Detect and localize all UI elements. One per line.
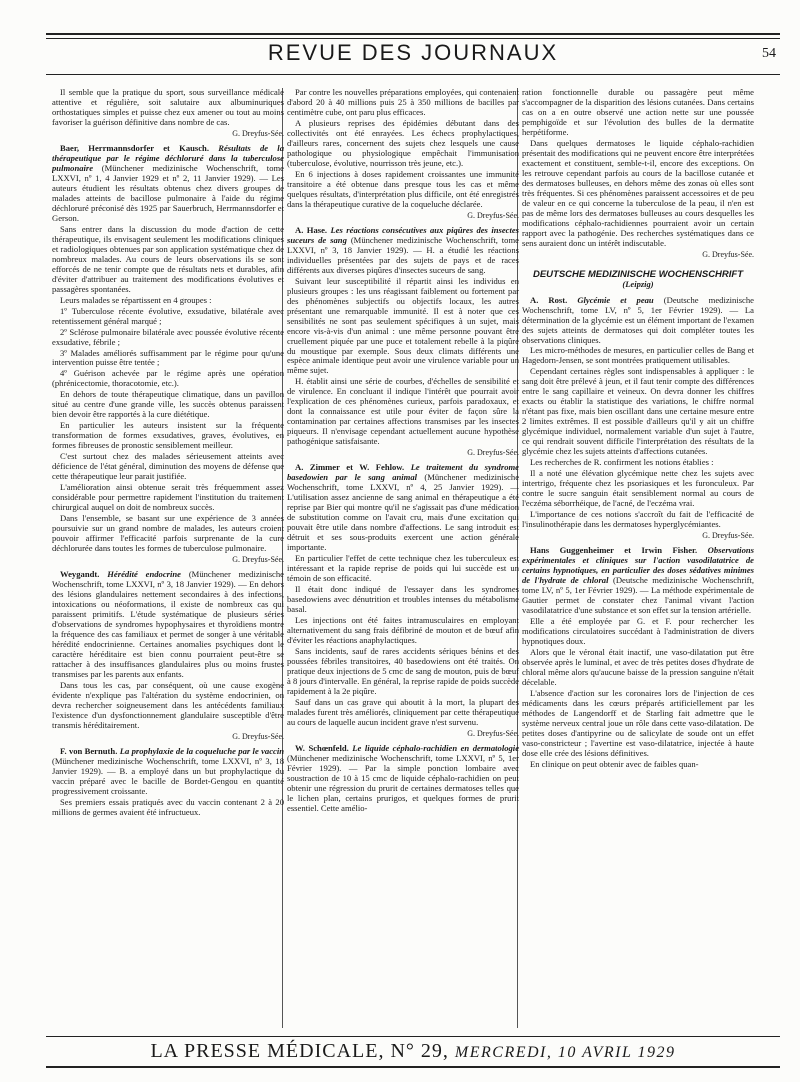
article-title: Observations expérimentales et cliniques sur l'action vasodilatatrice de certains hypnotiques, en particulier des doses sédatives minimes de l'hydrate de chloral [522,545,754,586]
article-reference: (Deutsche medizinische Wochenschrift, tome LV, nº 5, 1er Février 1929). — La détermination de la glycémie est un élément important de l'examen des sujets atteints de dermatoses qui doit compléter toutes les observations cliniques. [522,294,754,345]
section-city: (Leipzig) [622,278,654,289]
paragraph: Sans incidents, sauf de rares accidents sériques bénins et des poussées fébriles transitoires, 40 basedowiens ont été traités. On pratique deux injections de 5 cmc de sang de mouton, puis de bœuf à 8 jours d'intervalle. En général, la reprise rapide de poids succède rapidement à la 2e piqûre. [287,645,519,696]
paragraph: L'amélioration ainsi obtenue serait très fréquemment assez considérable pour permettre rapidement l'institution du traitement chirurgical auquel on doit de nombreux succès. [52,482,284,513]
article-authors: Hans Guggenheimer et Irwin Fisher. [530,545,698,556]
paragraph: Il semble que la pratique du sport, sous surveillance médicale attentive et régulière, soit salutaire aux albuminuriques orthostatiques simples et puisse chez eux amener ou tout au moins favoriser la guérison définitive dans nombre de cas. [52,88,284,127]
top-rule-thin [46,38,780,39]
column-2 [287,88,519,1038]
paragraph: Elle a été employée par G. et F. pour rechercher les modifications circulatoires succédant à l'administration de divers hypnotiques doux. [522,615,754,646]
paragraph: L'importance de ces notions s'accroît du fait de l'efficacité de l'insulinothérapie dans les dermatoses hyperglycémiantes. [522,508,754,529]
paragraph: Ses premiers essais pratiqués avec du vaccin contenant 2 à 20 millions de germes avaient été infructueux. [52,796,284,817]
paragraph: Leurs malades se répartissent en 4 groupes : [60,294,212,305]
footer-rule-bottom [46,1066,780,1068]
paragraph: 4º Guérison achevée par le régime après une opération (phrénicectomie, thoracotomie, etc.). [52,368,284,389]
paragraph: Il a noté une élévation glycémique nette chez les sujets avec intertrigo, fréquente chez les psoriasiques et les furonculeux. Par contre le sucre sanguin était sensiblement normal au cours de l'eczéma séborrhéique, de l'acné, de l'eczéma vrai. [522,468,754,509]
paragraph: En particulier les auteurs insistent sur la fréquente transformation de formes exsudatives, graves, évolutives, en formes fibreuses de pronostic sensiblement meilleur. [52,420,284,451]
paragraph: Sans entrer dans la discussion du mode d'action de cette thérapeutique, ils envisagent seulement les modifications cliniques et radiologiques obtenues par son application systématique chez de nombreux malades. Au cours de leurs observations ils se sont efforcés de ne tenir compte que de résultats nets et durables, afin d'éviter d'attribuer au traitement des modifications évolutives et passagères spontanées. [52,223,284,294]
article-authors: W. Schœnfeld. [295,742,349,753]
signature: G. Dreyfus-Sée. [702,249,754,259]
signature: G. Dreyfus-Sée. [467,210,519,220]
paragraph: 3º Malades améliorés suffisamment par le régime pour qu'une intervention puisse être tentée ; [52,347,284,368]
page-number: 54 [762,46,776,61]
paragraph: Les micro-méthodes de mesures, en particulier celles de Bang et Hagedorn-Jensen, se sont montrées pratiquement utilisables. [522,345,754,366]
paragraph: Cependant certaines règles sont indispensables à appliquer : le sang doit être prélevé à jeun, et il faut tenir compte des différences entre le sang capillaire et veineux. On devra donner les chiffres exacts ou établir la statistique des variations, le chiffre normal n'étant pas fixe, mais bien oscillant dans une certaine mesure entre 2 limites extrêmes. Il est possible d'ailleurs qu'il y ait un chiffre glycémique individuel, normalement variable d'un sujet à l'autre, ce qui rendrait souvent difficile l'interprétation des résultats de la glycémie chez les sujets atteints d'affections cutanées. [522,366,754,457]
article-authors: A. Zimmer et W. Fehlow. [295,462,405,473]
signature: G. Dreyfus-Sée. [467,448,519,458]
article-heading [52,570,284,680]
article-heading [522,296,754,346]
paragraph: A plusieurs reprises des épidémies débutant dans des collectivités ont été enrayées. Les échecs prophylactiques, d'ailleurs rares, concernent des sujets chez lesquels une cause pathologique ou physiologique empêchait l'immunisation (tuberculose, évolutive, nourrisson très jeune, etc.). [287,117,519,168]
footer-rule [46,1036,780,1037]
article-heading [522,546,754,616]
paragraph: C'est surtout chez des malades sérieusement atteints avec déficience de l'état général, diminution des moyens de défense que cette thérapeutique leur parait justifiée. [52,451,284,482]
article-authors: A. Hase. [295,224,328,235]
paragraph: Les injections ont été faites intramusculaires en employant alternativement du sang frais défibriné de mouton et de bœuf afin d'éviter les réactions anaphylactiques. [287,615,519,645]
article-title: Glycémie et peau [577,294,654,305]
section-title: DEUTSCHE MEDIZINISCHE WOCHENSCHRIFT [532,268,744,280]
article-authors: A. Rost. [530,294,568,305]
column-3 [522,88,754,1038]
article-reference: (Münchener medizinische Wochenschrift, tome LXXVI, nº 1, 4 Janvier 1929 et nº 2, 11 Janvier 1929). — Les auteurs étudient les résultats obtenus chez divers groupes de malades atteints de bacillose pulmonaire à l'aide du régime déchloruré préconisé dès 1925 par Sauerbruch, Herrmannsdorfer et Gerson. [52,163,284,223]
signature: G. Dreyfus-Sée. [232,554,284,564]
running-head: REVUE DES JOURNAUX [267,40,559,65]
footer-date: MERCREDI, 10 AVRIL 1929 [454,1044,676,1061]
article-title: Le traitement du syndrome basedowien par le sang animal [287,462,519,483]
header-rule [46,74,780,75]
paragraph: Suivant leur susceptibilité il répartit ainsi les individus en plusieurs groupes : les uns réagissant faiblement ou fortement par des phénomènes subjectifs ou objectifs locaux, les autres présentant une remarquable immunité. Il est à noter que ces sensibilités ne sont pas seulement spécifiques à un sujet, mais encore vis-à-vis d'un animal : une même personne pouvant être cruellement piquée par une puce et totalement rebelle à la piqûre du moustique par exemple. Sous deux climats différents une espèce animale identique peut avoir une virulence variable pour un même sujet. [287,275,519,376]
footer-journal: LA PRESSE MÉDICALE, N° 29, [150,1040,449,1062]
signature: G. Dreyfus-Sée. [232,731,284,741]
paragraph: Dans quelques dermatoses le liquide céphalo-rachidien présentait des modifications qui ne peuvent encore être interprétées exactement et constituent, semble-t-il, encore des exceptions. On les retrouve cependant parfois au cours de la bacillose cutanée et des dermatoses bulleuses, en dehors même des zonas où elles sont très fréquentes. Si ces phénomènes paraissent accessoires et de peu de valeur en ce qui concerne la tuberculose de la peau, il n'en est pas de même lors des dermatoses bulleuses au cours desquelles les modifications céphalo-rachidiennes pourraient avoir un certain rapport avec la pathogénie. Des recherches systématiques dans ce sens auraient donc un intérêt indiscutable. [522,137,754,248]
paragraph: Les recherches de R. confirment les notions établies : [530,457,714,468]
paragraph: H. établit ainsi une série de courbes, d'échelles de sensibilité et de virulence. En concluant il indique l'intérêt que pourrait avoir l'explication de ces phénomènes curieux, parfois paradoxaux, et dont la connaissance est utile pour éviter de façon sûre la contamination par certaines affections transmises par les insectes piqueurs. Il n'envisage cependant actuellement aucune hypothèse pathogénique satisfaisante. [287,376,519,447]
article-heading [287,226,519,276]
article-reference: (Münchener medizinische Wochenschrift, tome LXXVI, nº 4, 25 Janvier 1929). — L'utilisation assez ancienne de sang animal en thérapeutique a été reprise par Bier qui montre qu'il ne s'agissait pas d'une médication de substitution comme on l'avait cru, mais d'une excitation qui pouvait être utile dans nombre d'affections. Le sang introduit est détruit et ses sous-produits exercent une action générale importante. [287,472,519,553]
article-authors: Baer, Herrmannsdorfer et Kausch. [60,143,209,154]
article-heading [52,144,284,224]
paragraph: Sauf dans un cas grave qui aboutit à la mort, la plupart des malades furent très améliorés, cliniquement par cette thérapeutique au cours de laquelle aucun incident grave n'est survenu. [287,696,519,727]
footer [46,1040,780,1063]
article-reference: (Münchener medizinische Wochenschrift, tome LXXVI, nº 3, 18 Janvier 1929). — B. a employé dans un but prophylactique du vaccin préparé avec le bacille de Bordet-Gengou en quantité progressivement croissante. [52,755,284,796]
signature: G. Dreyfus-Sée. [467,728,519,738]
article-reference: (Deutsche medizinische Wochenschrift, tome LV, nº 5, 1er Février 1929). — La méthode expérimentale de Gautier permet de constater chez l'animal vivant l'action vasodilatatrice d'une substance et son effet sur la tension artérielle. [522,575,754,615]
paragraph: En clinique on peut obtenir avec de faibles quan- [530,758,699,769]
paragraph: ration fonctionnelle durable ou passagère peut même s'accompagner de la disparition des lésions cutanées. Dans certains cas on a en outre observé une action nette sur une poussée pemphigoïde et sur l'évolution des bulles de la dermatite herpétiforme. [522,88,754,137]
article-reference: (Münchener medizinische Wochenschrift, tome LXXVI, nº 3, 18 Janvier 1929). — H. a étudié les réactions individuelles présentées par des sujets de pays et de races différents aux diverses piqûres d'insectes suceurs de sang. [287,234,519,275]
article-authors: F. von Bernuth. [60,745,118,756]
paragraph: Par contre les nouvelles préparations employées, qui contenaient d'abord 20 à 40 millions puis 25 à 350 millions de bacilles par centimètre cube, ont paru plus efficaces. [287,88,519,117]
paragraph: En 6 injections à doses rapidement croissantes une immunité transitoire a été obtenue dans presque tous les cas et même quelques résultats, d'interprétation plus difficile, ont été enregistrés dans la thérapeutique curative de la coqueluche déclarée. [287,168,519,209]
article-reference: (Münchener medizinische Wochenschrift, tome LXXVI, nº 5, 1er Février 1929). — Par la simple ponction lombaire avec soustraction de 10 à 15 cmc de liquide céphalo-rachidien on peut obtenir une régression du prurit de certaines dermatoses telles que le lichen plan, certains prurigos, et quelques formes de prurit essentiel. Cette amélio- [287,752,519,813]
paragraph: 2º Sclérose pulmonaire bilatérale avec poussée évolutive récente exsudative, fébrile ; [52,326,284,347]
signature: G. Dreyfus-Sée. [232,128,284,138]
article-heading [52,747,284,797]
paragraph: Dans l'ensemble, se basant sur une expérience de 3 années poursuivie sur un grand nombre de malades, les auteurs croient pouvoir affirmer l'efficacité parfois surprenante de la cure déchlorurée dans toutes les formes de tuberculose pulmonaire. [52,513,284,553]
paragraph: Il était donc indiqué de l'essayer dans les syndromes basedowiens avec dénutrition et troubles intenses du métabolisme basal. [287,584,519,615]
article-reference: (Münchener medizinische Wochenschrift, tome LXXVI, nº 3, 18 Janvier 1929). — En dehors des lésions glandulaires nettement secondaires à des infections, intoxications ou néoformations, il existe de nombreux cas qui paraissent primitifs. L'étude systématique de plusieurs séries d'observations de syndromes hypophysaires et thyroïdiens montre la fréquence des cas familiaux et permet de songer à une véritable hérédité endocrinienne. Certaines anomalies psychiques dont le caractère héréditaire est bien connu pourraient peut-être se rattacher à des insuffisances glandulaires plus ou moins frustes transmises par les parents aux enfants. [52,569,284,679]
article-heading [287,463,519,553]
article-title: Les réactions consécutives aux piqûres des insectes suceurs de sang [287,224,519,245]
column-1 [52,88,284,1038]
article-title: La prophylaxie de la coqueluche par le vaccin [119,745,284,756]
top-rule [46,33,780,35]
paragraph: L'absence d'action sur les coronaires lors de l'injection de ces médicaments dans les cœurs préparés artificiellement par les méthodes de Langendorff et de Starling fait admettre que le système nerveux central joue un rôle dans cette vaso-dilatation. De petites doses d'antipyrine ou de salicylate de soude ont un effet vaso-constricteur ; l'avertine est vaso-dilatatrice, injectée à haute dose elle crée des lésions définitives. [522,687,754,758]
paragraph: En particulier l'effet de cette technique chez les tuberculeux est intéressant et la rapide reprise de poids qui lui succède est un témoin de son efficacité. [287,553,519,584]
article-heading [287,744,519,814]
paragraph: Dans tous les cas, par conséquent, où une cause exogène évidente n'explique pas l'altération du système endocrinien, on devra rechercher soigneusement dans les antécédents familiaux l'existence d'un dysfonctionnement glandulaire susceptible d'être transmis héréditairement. [52,679,284,730]
article-title: Hérédité endocrine [107,569,181,580]
signature: G. Dreyfus-Sée. [702,530,754,540]
article-title: Le liquide céphalo-rachidien en dermatologie [352,742,519,753]
paragraph: En dehors de toute thérapeutique climatique, dans un pavillon situé au centre d'une grande ville, les succès obtenus paraissent bien devoir être rapportés à la cure diététique. [52,389,284,420]
paragraph: Alors que le véronal était inactif, une vaso-dilatation put être observée après le luminal, et avec de très petites doses d'hydrate de chloral même alors qu'aucune baisse de la pression sanguine n'était décelable. [522,646,754,687]
paragraph: 1º Tuberculose récente évolutive, exsudative, bilatérale avec retentissement général marqué ; [52,305,284,326]
article-authors: Weygandt. [60,569,100,580]
article-title: Résultats de la thérapeutique par le régime déchloruré dans la tuberculose pulmonaire [52,143,284,174]
